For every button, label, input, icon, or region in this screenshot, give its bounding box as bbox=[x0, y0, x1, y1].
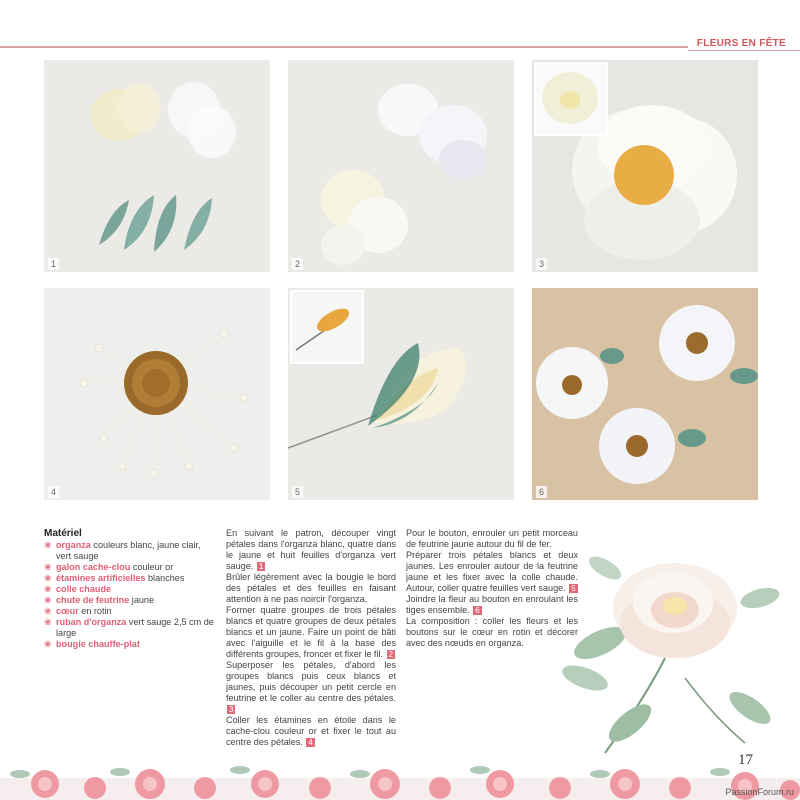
step-photo-5 bbox=[288, 288, 514, 500]
section-title: FLEURS EN FÊTE bbox=[696, 38, 786, 49]
bud-illustration bbox=[288, 288, 514, 500]
photo-number: 4 bbox=[48, 486, 59, 498]
material-item bbox=[44, 540, 214, 562]
flower-bullet-icon: ❀ bbox=[44, 540, 52, 550]
watermark: PassionForum.ru bbox=[725, 787, 794, 797]
step-badge: 6 bbox=[475, 606, 480, 615]
photo-number: 2 bbox=[292, 258, 303, 270]
header-rule bbox=[0, 46, 688, 48]
flower-bullet-icon: ❀ bbox=[44, 606, 52, 616]
flower-bullet-icon: ❀ bbox=[44, 584, 52, 594]
step-badge: 4 bbox=[308, 738, 313, 747]
step-badge: 2 bbox=[388, 650, 394, 659]
photo-number: 1 bbox=[48, 258, 59, 270]
material-name: bougie chauffe-plat bbox=[56, 639, 140, 649]
composition-illustration bbox=[532, 288, 758, 500]
material-item bbox=[44, 595, 214, 606]
step-photo-6 bbox=[532, 288, 758, 500]
material-item bbox=[44, 573, 214, 584]
material-name: colle chaude bbox=[56, 584, 112, 594]
flower-bullet-icon: ❀ bbox=[44, 639, 52, 649]
page-number: 17 bbox=[738, 752, 753, 768]
flower-bottom bbox=[599, 408, 675, 484]
photo-number: 3 bbox=[536, 258, 547, 270]
instruction-paragraph: La composition : coller les fleurs et les boutons sur le cœur en rotin et décorer avec des nœuds en organza. bbox=[406, 616, 578, 648]
instruction-paragraph: Préparer trois pétales blancs et deux jaunes. Les enrouler autour de la feutrine jaune et les fixer avec la colle chaude. Autour, coller quatre feuilles vert sauge. 5 bbox=[406, 550, 578, 593]
step-badge: 5 bbox=[571, 584, 576, 593]
step-photo-4 bbox=[44, 288, 270, 500]
material-item bbox=[44, 639, 214, 650]
material-detail: couleurs blanc, jaune clair, vert sauge bbox=[56, 540, 201, 561]
step-photo-1 bbox=[44, 60, 270, 272]
floral-border bbox=[0, 744, 800, 800]
petals-leaves-illustration bbox=[44, 60, 270, 272]
materials-list bbox=[44, 528, 214, 650]
material-name: chute de feutrine bbox=[56, 595, 130, 605]
material-item bbox=[44, 584, 214, 595]
flower-bullet-icon: ❀ bbox=[44, 562, 52, 572]
header-rule-right bbox=[688, 50, 800, 51]
flower-bullet-icon: ❀ bbox=[44, 595, 52, 605]
instructions-column-1 bbox=[226, 528, 396, 748]
step-photo-3 bbox=[532, 60, 758, 272]
material-detail: couleur or bbox=[130, 562, 174, 572]
material-name: galon cache-clou bbox=[56, 562, 131, 572]
photo-number: 5 bbox=[292, 486, 303, 498]
materials-title: Matériel bbox=[44, 528, 82, 539]
flower-felt-centre-illustration bbox=[532, 60, 758, 272]
material-name: ruban d'organza bbox=[56, 617, 127, 627]
instruction-paragraph: Superposer les pétales, d'abord les groupes blancs puis ceux blancs et jaunes, puis découper un petit cercle en feutrine et le coller au centre des pétales. 3 bbox=[226, 660, 396, 714]
material-name: cœur bbox=[56, 606, 79, 616]
material-detail: vert sauge 2,5 cm de large bbox=[56, 617, 214, 638]
material-item bbox=[44, 562, 214, 573]
flower-bullet-icon: ❀ bbox=[44, 573, 52, 583]
step-photo-2 bbox=[288, 60, 514, 272]
material-name: organza bbox=[56, 540, 91, 550]
instruction-paragraph: Former quatre groupes de trois pétales blancs et quatre groupes de deux pétales blancs et un jaune. Faire un point de bâti avec l'aiguille et le fil à la base des différents groupes, froncer et fixer le fil. 2 bbox=[226, 605, 396, 659]
material-detail: blanches bbox=[145, 573, 185, 583]
flower-left bbox=[536, 347, 608, 419]
material-name: étamines artificielles bbox=[56, 573, 146, 583]
step-badge: 3 bbox=[229, 705, 234, 714]
gathered-petals-illustration bbox=[288, 60, 514, 272]
instruction-paragraph: Pour le bouton, enrouler un petit morceau de feutrine jaune autour du fil de fer. bbox=[406, 528, 578, 549]
material-detail: jaune bbox=[129, 595, 155, 605]
material-item bbox=[44, 617, 214, 639]
instruction-paragraph: Coller les étamines en étoile dans le cache-clou couleur or et fixer le tout au centre des pétales. 4 bbox=[226, 715, 396, 747]
flower-bullet-icon: ❀ bbox=[44, 617, 52, 627]
material-item bbox=[44, 606, 214, 617]
peony-illustration bbox=[545, 528, 795, 758]
photo-number: 6 bbox=[536, 486, 547, 498]
stamens-illustration bbox=[44, 288, 270, 500]
instruction-paragraph: Brûler légèrement avec la bougie le bord des pétales et des feuilles en faisant attention à ne pas noircir l'organza. bbox=[226, 572, 396, 604]
instruction-paragraph: Joindre la fleur au bouton en enroulant les tiges ensemble. 6 bbox=[406, 594, 578, 615]
step-badge: 1 bbox=[258, 562, 264, 571]
instruction-paragraph: En suivant le patron, découper vingt pétales dans l'organza blanc, quatre dans le jaune et huit feuilles d'organza vert sauge. 1 bbox=[226, 528, 396, 571]
material-detail: en rotin bbox=[78, 606, 112, 616]
flower-right bbox=[659, 305, 735, 381]
